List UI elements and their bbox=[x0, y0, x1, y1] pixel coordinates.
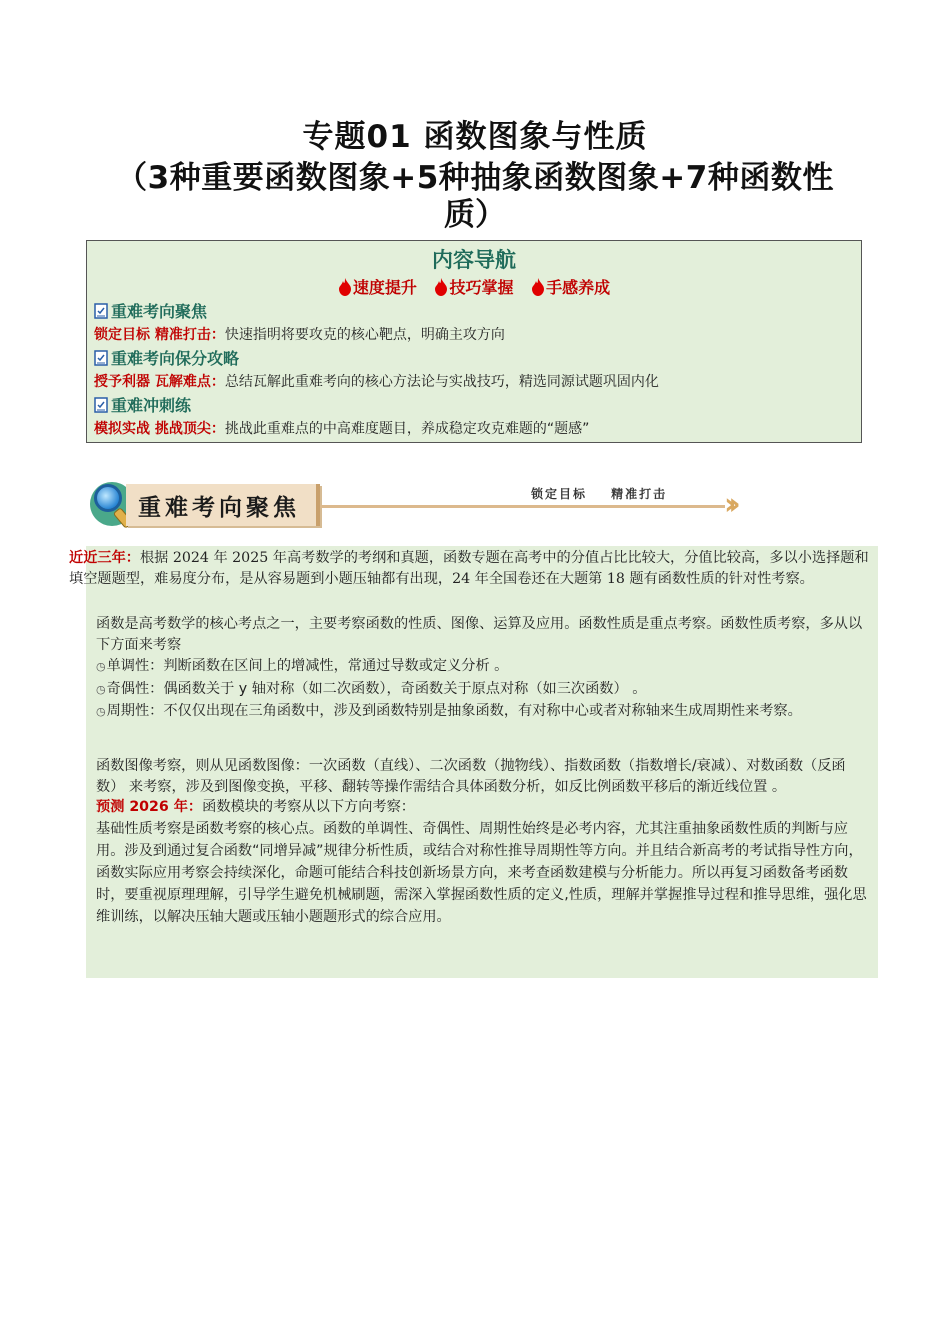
nav-heading: 内容导航 bbox=[432, 248, 516, 272]
flame-icon bbox=[531, 278, 545, 296]
document-check-icon bbox=[94, 303, 108, 319]
banner-subtitle: 锁定目标 精准打击 bbox=[531, 487, 668, 501]
forecast-paragraph: 基础性质考察是函数考察的核心点。函数的单调性、奇偶性、周期性始终是必考内容，尤其注重抽象函数性质的判断与应用。涉及到通过复合函数“同增异减”规律分析性质，或结合对称性推导周期性等方向。并且结合新高考的考试指导性方向，函数实际应用考察会持续深化，命题可能结合科技创新场景方向，来考查函数建模与分析能力。所以再复习函数备考函数时，要重视原理理解，引导学生避免机械刷题，需深入掌握函数性质的定义,性质，理解并掌握推导过程和推导思维，强化思维训练，以解决压轴大题或压轴小题题形式的综合应用。 bbox=[96, 820, 867, 925]
recent-years-label: 近近三年： bbox=[69, 550, 140, 566]
property-periodicity: ◷周期性：不仅仅出现在三角函数中，涉及到函数特别是抽象函数，有对称中心或者对称轴来生成周期性来考察。 bbox=[96, 703, 802, 719]
nav-tag-speed: 速度提升 bbox=[338, 276, 417, 300]
double-arrow-icon: ›› bbox=[724, 487, 733, 522]
forecast-label: 预测 2026 年： bbox=[96, 799, 203, 815]
nav-tags bbox=[87, 276, 861, 300]
nav-section-strategy: 重难考向保分攻略 授予利器 瓦解难点：总结瓦解此重难考向的核心方法论与实战技巧，精选同源试题巩固内化 bbox=[94, 349, 659, 390]
flame-icon bbox=[338, 278, 352, 296]
property-monotonicity: ◷单调性：判断函数在区间上的增减性，常通过导数或定义分析 。 bbox=[96, 658, 509, 674]
clock-icon: ◷ bbox=[96, 705, 106, 718]
title-line-1: 专题01 函数图象与性质 bbox=[302, 119, 648, 155]
document-check-icon bbox=[94, 397, 108, 413]
clock-icon: ◷ bbox=[96, 682, 106, 696]
banner-scroll bbox=[126, 484, 320, 526]
intro-paragraph: 函数是高考数学的核心考点之一，主要考察函数的性质、图像、运算及应用。函数性质是重点考察。函数性质考察，多从以下方面来考察 ◷单调性：判断函数在区间上的增减性，常通过导数或定义分析 。 ◷奇偶性：偶函数关于 y 轴对称（如二次函数），奇函数关于原点对称（如三次函数） 。 ◷周期性：不仅仅出现在三角函数中，涉及到函数特别是抽象函数，有对称中心或者对称轴来生成周期性来考察。 bbox=[96, 614, 872, 723]
banner-title: 重难考向聚焦 bbox=[138, 494, 300, 521]
flame-icon bbox=[434, 278, 448, 296]
banner-divider bbox=[320, 505, 725, 508]
title-line-3: 质） bbox=[444, 197, 506, 233]
nav-section-sprint: 重难冲刺练 模拟实战 挑战顶尖：挑战此重难点的中高难度题目，养成稳定攻克难题的“题感” bbox=[94, 396, 590, 437]
graph-paragraph: 函数图像考察，则从见函数图像：一次函数（直线）、二次函数（抛物线）、指数函数（指数增长/衰减）、对数函数（反函数） 来考察，涉及到图像变换，平移、翻转等操作需结合具体函数分析，如反比例函数平移后的渐近线位置 。 预测 2026 年：函数模块的考察从以下方向考察： 基础性质考察是函数考察的核心点。函数的单调性、奇偶性、周期性始终是必考内容，尤其注重抽象函数性质的判断与应用。涉及到通过复合函数“同增异减”规律分析性质，或结合对称性推导周期性等方向。并且结合新高考的考试指导性方向，函数实际应用考察会持续深化，命题可能结合科技创新场景方向，来考查函数建模与分析能力。所以再复习函数备考函数时，要重视原理理解，引导学生避免机械刷题，需深入掌握函数性质的定义,性质，理解并掌握推导过程和推导思维，强化思维训练，以解决压轴大题或压轴小题题形式的综合应用。 bbox=[96, 756, 872, 928]
content-navigation-box bbox=[86, 240, 862, 443]
section-banner bbox=[88, 476, 756, 534]
forecast-line: 预测 2026 年：函数模块的考察从以下方向考察： bbox=[96, 799, 415, 815]
recent-years-paragraph: 近近三年：根据 2024 年 2025 年高考数学的考纲和真题，函数专题在高考中的分值占比比较大，分值比较高，多以小选择题和填空题题型，难易度分布，是从容易题到小题压轴都有出现，24 年全国卷还在大题第 18 题有函数性质的针对性考察。 bbox=[69, 550, 869, 587]
nav-tag-feel: 手感养成 bbox=[531, 276, 610, 300]
document-check-icon bbox=[94, 350, 108, 366]
property-parity: ◷奇偶性：偶函数关于 y 轴对称（如二次函数），奇函数关于原点对称（如三次函数） 。 bbox=[96, 680, 647, 697]
nav-section-focus: 重难考向聚焦 锁定目标 精准打击：快速指明将要攻克的核心靶点，明确主攻方向 bbox=[94, 302, 505, 343]
nav-tag-skill: 技巧掌握 bbox=[434, 276, 513, 300]
clock-icon: ◷ bbox=[96, 660, 106, 673]
title-line-2: （3种重要函数图象+5种抽象函数图象+7种函数性 bbox=[116, 160, 834, 196]
document-title bbox=[60, 116, 890, 232]
